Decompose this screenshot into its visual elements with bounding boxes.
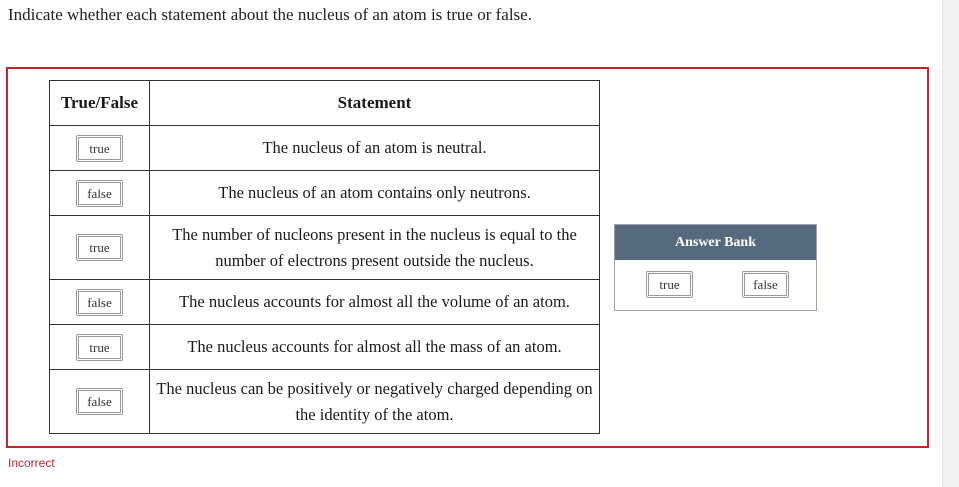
statement-text: The nucleus accounts for almost all the volume of an atom. bbox=[150, 280, 600, 325]
answer-chip[interactable]: true bbox=[76, 234, 123, 261]
status-message: Incorrect bbox=[8, 456, 55, 470]
table-row bbox=[50, 171, 600, 216]
answer-chip[interactable]: false bbox=[76, 289, 123, 316]
answer-drop-zone[interactable] bbox=[50, 216, 150, 280]
answer-chip[interactable]: true bbox=[76, 334, 123, 361]
bank-chip-false[interactable]: false bbox=[742, 271, 789, 298]
table-row bbox=[50, 216, 600, 280]
header-true-false: True/False bbox=[50, 81, 150, 126]
bank-chip-true[interactable]: true bbox=[646, 271, 693, 298]
statement-text: The nucleus of an atom is neutral. bbox=[150, 126, 600, 171]
answer-chip[interactable]: false bbox=[76, 388, 123, 415]
true-false-table bbox=[49, 80, 600, 434]
answer-chip[interactable]: false bbox=[76, 180, 123, 207]
table-row bbox=[50, 280, 600, 325]
header-statement: Statement bbox=[150, 81, 600, 126]
answer-drop-zone[interactable] bbox=[50, 126, 150, 171]
table-row bbox=[50, 126, 600, 171]
answer-drop-zone[interactable] bbox=[50, 370, 150, 434]
answer-bank-options bbox=[615, 260, 816, 310]
answer-drop-zone[interactable] bbox=[50, 325, 150, 370]
statement-text: The nucleus of an atom contains only neutrons. bbox=[150, 171, 600, 216]
answer-chip[interactable]: true bbox=[76, 135, 123, 162]
statement-text: The nucleus accounts for almost all the mass of an atom. bbox=[150, 325, 600, 370]
answer-drop-zone[interactable] bbox=[50, 280, 150, 325]
table-row bbox=[50, 325, 600, 370]
answer-bank bbox=[614, 224, 817, 311]
statement-text: The number of nucleons present in the nucleus is equal to the number of electrons present outside the nucleus. bbox=[150, 216, 600, 280]
question-prompt: Indicate whether each statement about the nucleus of an atom is true or false. bbox=[8, 5, 532, 24]
answer-bank-title: Answer Bank bbox=[615, 225, 816, 260]
table-row bbox=[50, 370, 600, 434]
answer-drop-zone[interactable] bbox=[50, 171, 150, 216]
scrollbar[interactable] bbox=[942, 0, 959, 487]
statement-text: The nucleus can be positively or negatively charged depending on the identity of the atom. bbox=[150, 370, 600, 434]
